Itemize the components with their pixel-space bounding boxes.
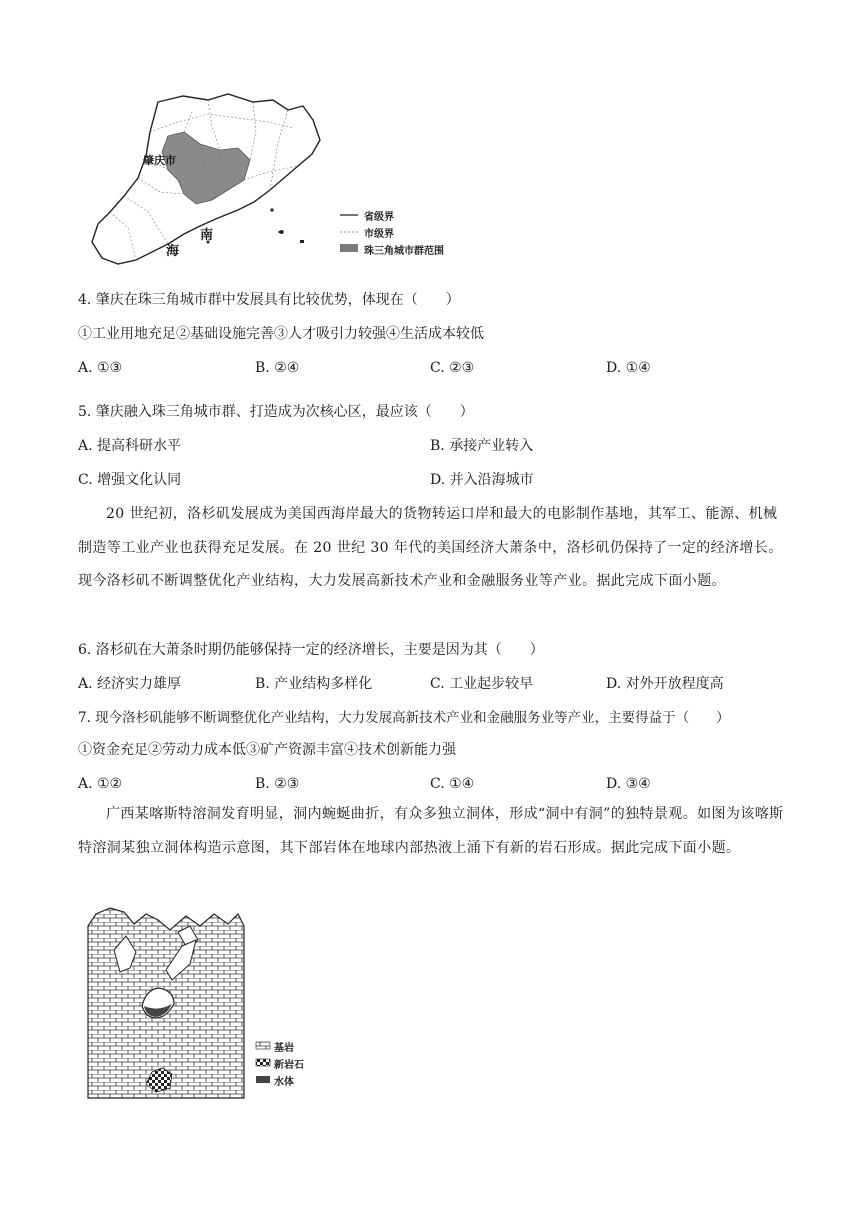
q4-option-c[interactable]: C. ②③ [430,360,475,376]
cave-figure [86,906,346,1102]
legend-new-rock: 新岩石 [274,1060,304,1071]
map-figure [88,92,458,270]
q5-option-b[interactable]: B. 承接产业转入 [430,438,534,454]
q4-statements: ①工业用地充足②基础设施完善③人才吸引力较强④生活成本较低 [78,326,484,342]
q4-stem: 4. 肇庆在珠三角城市群中发展具有比较优势，体现在（ ） [78,292,460,308]
q6-stem: 6. 洛杉矶在大萧条时期仍能够保持一定的经济增长，主要是因为其（ ） [78,642,544,658]
q4-option-d[interactable]: D. ①④ [606,360,651,376]
q5-option-d[interactable]: D. 并入沿海城市 [430,472,534,488]
legend-water: 水体 [274,1077,294,1088]
q5-option-c[interactable]: C. 增强文化认同 [78,472,182,488]
passage-karst: 广西某喀斯特溶洞发育明显，洞内蜿蜒曲折，有众多独立洞体，形成“洞中有洞”的独特景观。如图为该喀斯特溶洞某独立洞体构造示意图，其下部岩体在地球内部热液上涌下有新的岩石形成。据此完成下面小题。 [78,806,784,856]
q6-option-a[interactable]: A. 经济实力雄厚 [78,676,182,692]
q5-stem: 5. 肇庆融入珠三角城市群、打造成为次核心区，最应该（ ） [78,404,474,420]
legend-prd-range: 珠三角城市群范围 [364,246,444,257]
q7-option-b[interactable]: B. ②③ [255,776,300,792]
q6-option-c[interactable]: C. 工业起步较早 [430,676,534,692]
passage-los-angeles: 20 世纪初，洛杉矶发展成为美国西海岸最大的货物转运口岸和最大的电影制作基地，其军工、能源、机械制造等工业产业也获得充足发展。在 20 世纪 30 年代的美国经济大萧条中，洛杉矶仍保持了一定的经济增长。现今洛杉矶不断调整优化产业结构，大力发展高新技术产业和金融服务业等产业。据此完成下面小题。 [78,506,783,589]
q4-option-b[interactable]: B. ②④ [255,360,300,376]
sea-label-sea: 海 [166,244,180,259]
q6-option-b[interactable]: B. 产业结构多样化 [255,676,373,692]
q7-option-d[interactable]: D. ③④ [606,776,651,792]
legend-city-border: 市级界 [364,229,394,240]
q7-option-a[interactable]: A. ①② [78,776,123,792]
legend-bedrock: 基岩 [274,1043,294,1054]
cave-diagram [86,906,346,1102]
q7-statements: ①资金充足②劳动力成本低③矿产资源丰富④技术创新能力强 [78,742,456,758]
q7-option-c[interactable]: C. ①④ [430,776,475,792]
q5-option-a[interactable]: A. 提高科研水平 [78,438,182,454]
city-label: 肇庆市 [143,154,176,167]
q7-stem: 7. 现今洛杉矶能够不断调整优化产业结构，大力发展高新技术产业和金融服务业等产业，主要得益于（ ） [78,710,730,726]
q6-option-d[interactable]: D. 对外开放程度高 [606,676,724,692]
sea-label-south: 南 [200,228,214,243]
q4-option-a[interactable]: A. ①③ [78,360,123,376]
legend-province-border: 省级界 [364,212,394,223]
